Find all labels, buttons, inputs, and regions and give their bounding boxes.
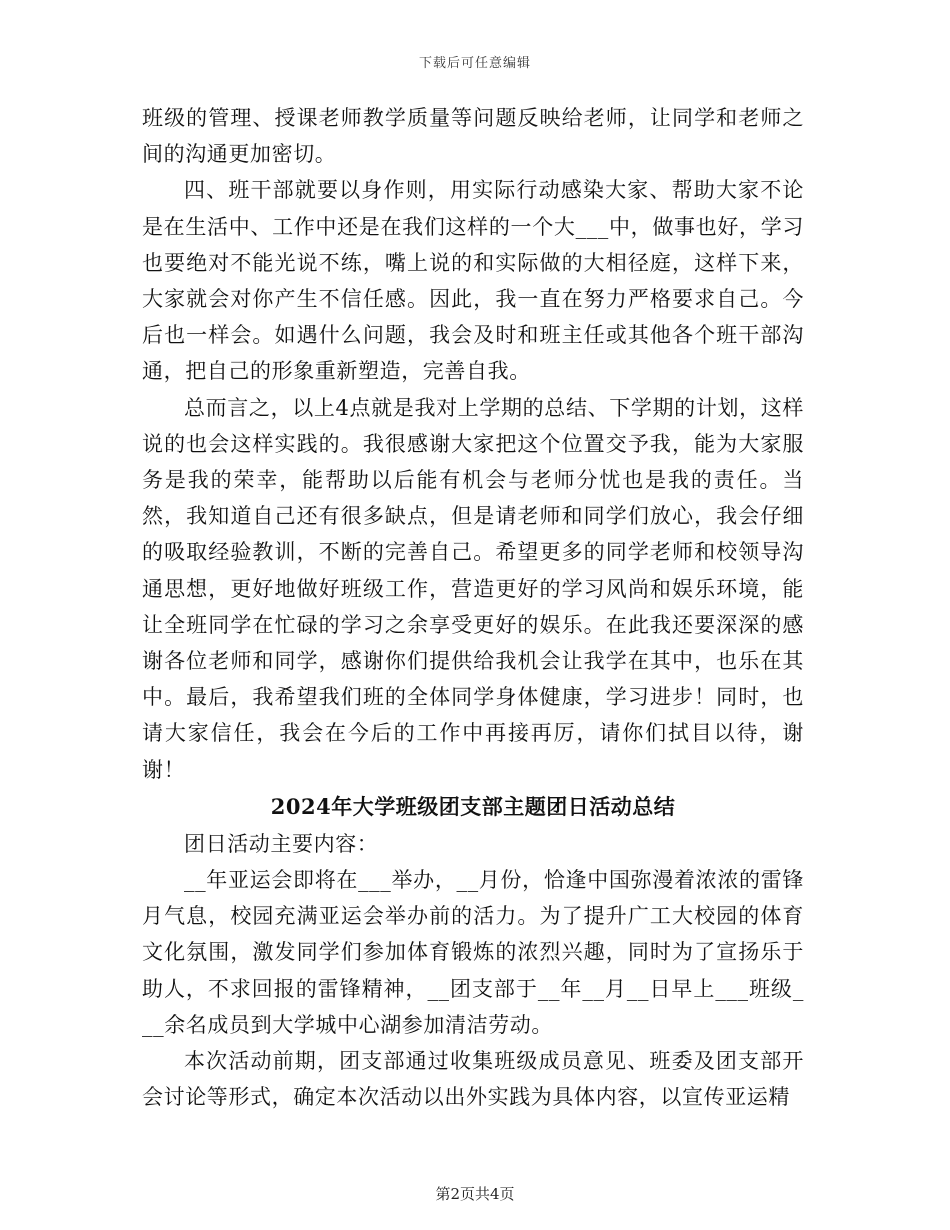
paragraph-continuation: 班级的管理、授课老师教学质量等问题反映给老师，让同学和老师之间的沟通更加密切。 bbox=[142, 106, 804, 167]
section-title: 2024年大学班级团支部主题团日活动总结 bbox=[270, 793, 676, 819]
page-header: 下载后可任意编辑 bbox=[418, 56, 531, 71]
paragraph-conclusion: 总而言之，以上4点就是我对上学期的总结、下学期的计划，这样说的也会这样实践的。我很感谢大家把这个位置交予我，能为大家服务是我的荣幸，能帮助以后能有机会与老师分忧也是我的责任。当然，我知道自己还有很多缺点，但是请老师和同学们放心，我会仔细的吸取经验教训，不断的完善自己。希望更多的同学老师和校领导沟通思想，更好地做好班级工作，营造更好的学习风尚和娱乐环境，能让全班同学在忙碌的学习之余享受更好的娱乐。在此我还要深深的感谢各位老师和同学，感谢你们提供给我机会让我学在其中，也乐在其中。最后，我希望我们班的全体同学身体健康，学习进步！同时，也请大家信任，我会在今后的工作中再接再厉，请你们拭目以待，谢谢！ bbox=[142, 395, 804, 782]
paragraph-activity-heading: 团日活动主要内容： bbox=[184, 831, 379, 856]
document-body bbox=[142, 100, 804, 1115]
paragraph-activity-preparation: 本次活动前期，团支部通过收集班级成员意见、班委及团支部开会讨论等形式，确定本次活动以出外实践为具体内容，以宣传亚运精 bbox=[142, 1049, 804, 1110]
paragraph-point-four: 四、班干部就要以身作则，用实际行动感染大家、帮助大家不论是在生活中、工作中还是在我们这样的一个大___中，做事也好，学习也要绝对不能光说不练，嘴上说的和实际做的大相径庭，这样下来，大家就会对你产生不信任感。因此，我一直在努力严格要求自己。今后也一样会。如遇什么问题，我会及时和班主任或其他各个班干部沟通，把自己的形象重新塑造，完善自我。 bbox=[142, 178, 804, 384]
page-footer: 第2页共4页 bbox=[435, 1185, 515, 1203]
paragraph-activity-background: __年亚运会即将在___举办，__月份，恰逢中国弥漫着浓浓的雷锋月气息，校园充满亚运会举办前的活力。为了提升广工大校园的体育文化氛围，激发同学们参加体育锻炼的浓烈兴趣，同时为了宣扬乐于助人，不求回报的雷锋精神，__团支部于__年__月__日早上___班级___余名成员到大学城中心湖参加清洁劳动。 bbox=[142, 868, 804, 1037]
